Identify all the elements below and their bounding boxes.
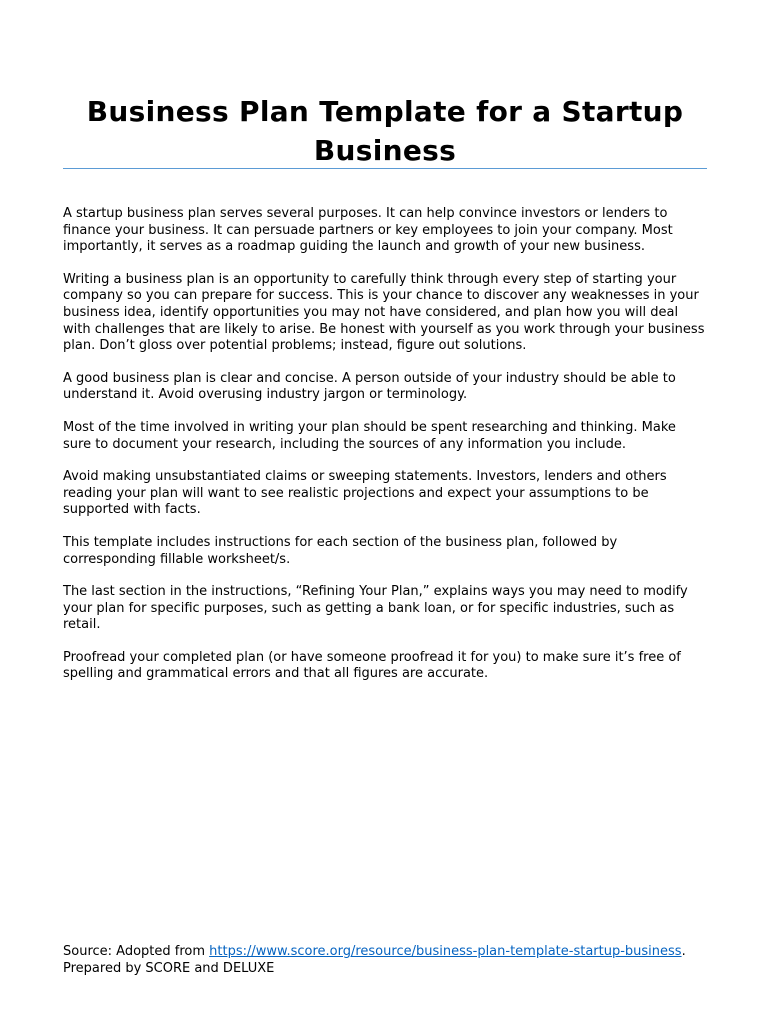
paragraph-proofread: Proofread your completed plan (or have someone proofread it for you) to make sure it’s free of spelling and grammatical errors and that all figures are accurate. (63, 649, 681, 682)
source-link[interactable]: https://www.score.org/resource/business-plan-template-startup-business (209, 944, 682, 959)
title-divider (63, 168, 707, 169)
source-suffix: . Prepared by SCORE and DELUXE (63, 944, 686, 976)
paragraph-opportunity: Writing a business plan is an opportunity to carefully think through every step of starting your company so you can prepare for success. This is your chance to discover any weaknesses in your business idea, identify opportunities you may not have considered, and plan how you will deal with challenges that are likely to arise. Be honest with yourself as you work through your business plan. Don’t gloss over potential problems; instead, figure out solutions. (63, 271, 705, 354)
document-title: Business Plan Template for a Startup Business (86, 95, 684, 167)
paragraph-research: Most of the time involved in writing your plan should be spent researching and thinking. Make sure to document your research, including the sources of any information you include. (63, 419, 676, 452)
paragraph-claims: Avoid making unsubstantiated claims or sweeping statements. Investors, lenders and others reading your plan will want to see realistic projections and expect your assumptions to be supported with facts. (63, 469, 667, 518)
paragraph-refining: The last section in the instructions, “Refining Your Plan,” explains ways you may need to modify your plan for specific purposes, such as getting a bank loan, or for specific industries, such as retail. (63, 584, 688, 633)
paragraph-template-instructions: This template includes instructions for each section of the business plan, followed by corresponding fillable worksheet/s. (63, 534, 618, 567)
source-prefix: Source: Adopted from (63, 944, 210, 959)
document-body (63, 206, 707, 699)
source-note (63, 944, 707, 977)
paragraph-clear-concise: A good business plan is clear and concise. A person outside of your industry should be able to understand it. Avoid overusing industry jargon or terminology. (63, 370, 676, 403)
paragraph-purpose: A startup business plan serves several purposes. It can help convince investors or lenders to finance your business. It can persuade partners or key employees to join your company. Most importantly, it serves as a roadmap guiding the launch and growth of your new business. (63, 206, 673, 255)
